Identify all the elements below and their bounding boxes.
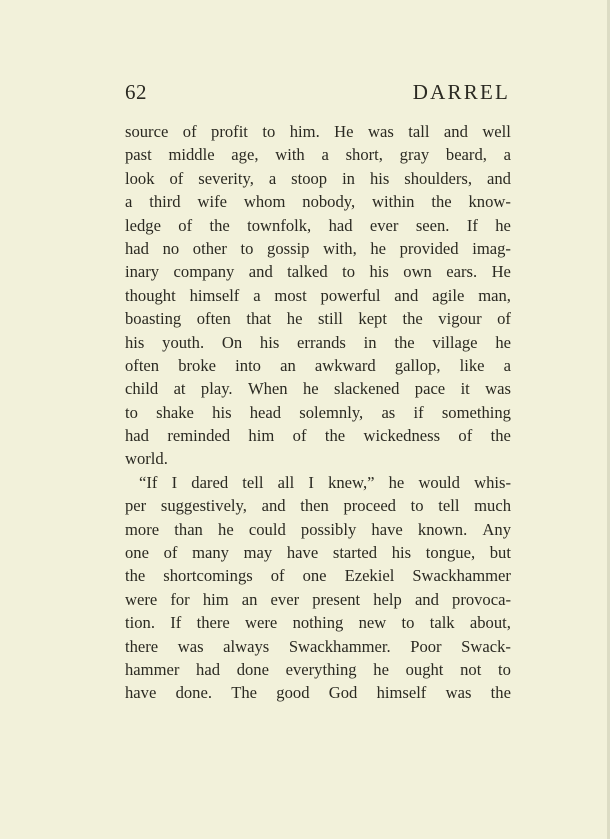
text-line: had reminded him of the wickedness of the — [125, 426, 511, 446]
text-line: world. — [125, 449, 168, 469]
text-line: his youth. On his errands in the village he — [125, 332, 511, 352]
text-line: often broke into an awkward gallop, like a — [125, 355, 511, 375]
text-line: the shortcomings of one Ezekiel Swackhammer — [125, 566, 511, 586]
text-line: boasting often that he still kept the vigour of — [125, 309, 511, 329]
text-line: more than he could possibly have known. Any — [125, 519, 511, 539]
text-line: ledge of the townfolk, had ever seen. If he — [125, 215, 511, 235]
text-line: past middle age, with a short, gray beard, a — [125, 145, 511, 165]
text-line: have done. The good God himself was the — [125, 683, 511, 703]
text-line: there was always Swackhammer. Poor Swack- — [125, 636, 511, 656]
text-line: “If I dared tell all I knew,” he would whis- — [139, 472, 511, 492]
text-line: per suggestively, and then proceed to tell much — [125, 496, 511, 516]
book-title: DARREL — [412, 80, 510, 104]
body-text — [125, 120, 511, 705]
page-number: 62 — [125, 80, 147, 104]
text-line: tion. If there were nothing new to talk about, — [125, 613, 511, 633]
text-line: were for him an ever present help and provoca- — [125, 589, 511, 609]
text-line: look of severity, a stoop in his shoulders, and — [125, 168, 511, 188]
text-line: source of profit to him. He was tall and well — [125, 122, 511, 141]
text-line: one of many may have started his tongue, but — [125, 543, 511, 563]
text-line: child at play. When he slackened pace it was — [125, 379, 511, 399]
text-line: to shake his head solemnly, as if something — [125, 402, 511, 422]
text-line: thought himself a most powerful and agile man, — [125, 285, 511, 305]
text-line: hammer had done everything he ought not to — [125, 659, 511, 679]
text-line: had no other to gossip with, he provided imag- — [125, 238, 511, 258]
text-line: a third wife whom nobody, within the know- — [125, 192, 511, 212]
running-head — [125, 80, 510, 106]
text-line: inary company and talked to his own ears. He — [125, 262, 511, 282]
